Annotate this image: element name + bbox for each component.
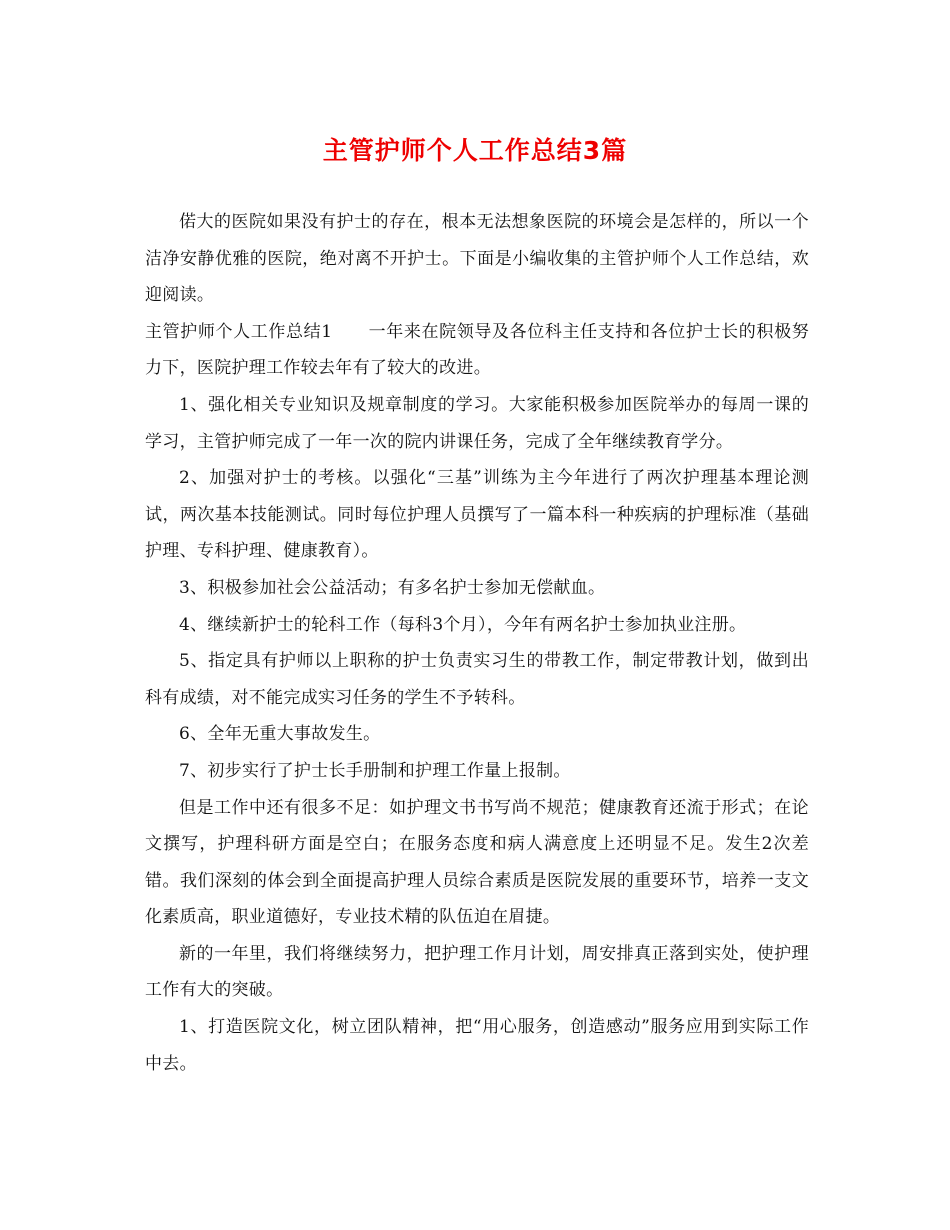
item-paragraph-1: 1、强化相关专业知识及规章制度的学习。大家能积极参加医院举办的每周一课的学习，主管护师完成了一年一次的院内讲课任务，完成了全年继续教育学分。 [145, 394, 809, 452]
item-paragraph-4: 4、继续新护士的轮科工作（每科3个月），今年有两名护士参加执业注册。 [179, 614, 747, 635]
new-year-paragraph: 新的一年里，我们将继续努力，把护理工作月计划，周安排真正落到实处，使护理工作有大的突破。 [145, 943, 809, 1001]
section-label-gap [332, 322, 368, 342]
document-title: 主管护师个人工作总结3篇 [322, 136, 628, 165]
intro-paragraph: 偌大的医院如果没有护士的存在，根本无法想象医院的环境会是怎样的，所以一个洁净安静优雅的医院，绝对离不开护士。下面是小编收集的主管护师个人工作总结，欢迎阅读。 [145, 212, 809, 306]
shortcomings-paragraph: 但是工作中还有很多不足：如护理文书书写尚不规范；健康教育还流于形式；在论文撰写，护理科研方面是空白；在服务态度和病人满意度上还明显不足。发生2次差错。我们深刻的体会到全面提高护理人员综合素质是医院发展的重要环节，培养一支文化素质高，职业道德好，专业技术精的队伍迫在眉捷。 [145, 797, 809, 928]
section-intro-text: 一年来在院领导及各位科主任支持和各位护士长的积极努力下，医院护理工作较去年有了较大的改进。 [145, 321, 809, 379]
section-label: 主管护师个人工作总结1 [145, 321, 333, 342]
item-paragraph-3: 3、积极参加社会公益活动；有多名护士参加无偿献血。 [179, 577, 606, 598]
item-paragraph-6: 6、全年无重大事故发生。 [179, 724, 381, 745]
plan-item-paragraph-1: 1、打造医院文化，树立团队精神，把“用心服务，创造感动”服务应用到实际工作中去。 [145, 1017, 809, 1074]
item-paragraph-2: 2、加强对护士的考核。以强化“三基”训练为主今年进行了两次护理基本理论测试，两次基本技能测试。同时每位护理人员撰写了一篇本科一种疾病的护理标准（基础护理、专科护理、健康教育）。 [145, 468, 809, 562]
item-paragraph-7: 7、初步实行了护士长手册制和护理工作量上报制。 [179, 760, 571, 781]
document-body [145, 204, 809, 1082]
item-paragraph-5: 5、指定具有护师以上职称的护士负责实习生的带教工作，制定带教计划，做到出科有成绩，对不能完成实习任务的学生不予转科。 [145, 651, 809, 708]
section-heading-paragraph [145, 314, 809, 387]
